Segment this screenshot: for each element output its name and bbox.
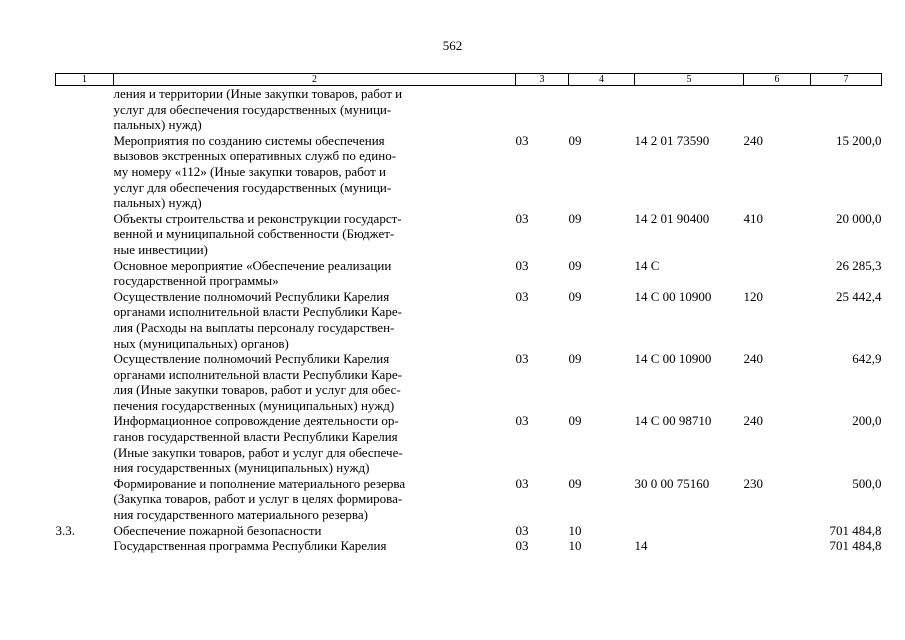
subsection-code-cell: 10: [568, 538, 582, 554]
expense-type-cell: [744, 86, 811, 133]
row-number-cell: [56, 86, 114, 133]
target-article-cell: 14 2 01 90400: [634, 210, 710, 226]
row-name-line: Государственная программа Республики Карелия: [113, 538, 387, 554]
row-number-cell: [56, 211, 114, 258]
section-code-cell: 03: [515, 132, 529, 148]
row-name-line: (Иные закупки товаров, работ и услуг для обеспече-: [113, 444, 403, 460]
expense-type-cell: 230: [743, 475, 763, 491]
amount-cell: 25 442,4: [836, 288, 882, 304]
row-name-cell: [114, 211, 516, 258]
column-header: 7: [811, 74, 882, 86]
row-name-line: Мероприятия по созданию системы обеспечения: [113, 132, 385, 148]
row-name-cell: [114, 133, 516, 211]
row-name-line: лия (Иные закупки товаров, работ и услуг для обес-: [113, 382, 401, 398]
row-name-line: (Закупка товаров, работ и услуг в целях формирова-: [113, 491, 403, 507]
section-code-cell: 03: [515, 288, 529, 304]
budget-table: [55, 73, 882, 554]
row-name-line: му номеру «112» (Иные закупки товаров, работ и: [113, 163, 386, 179]
amount-cell: 642,9: [852, 351, 882, 367]
amount-cell: [811, 86, 882, 133]
column-header: 3: [516, 74, 569, 86]
expense-type-cell: 240: [743, 351, 763, 367]
table-row: [56, 538, 882, 554]
section-code-cell: 03: [515, 475, 529, 491]
row-name-cell: [114, 258, 516, 289]
row-name-cell: [114, 351, 516, 413]
expense-type-cell: [744, 258, 811, 289]
table-row: [56, 351, 882, 413]
expense-type-cell: 240: [743, 132, 763, 148]
amount-cell: 26 285,3: [836, 257, 882, 273]
target-article-cell: 14 С 00 10900: [634, 351, 712, 367]
amount-cell: 701 484,8: [829, 538, 882, 554]
expense-type-cell: 120: [743, 288, 763, 304]
target-article-cell: 14 С 00 98710: [634, 413, 712, 429]
target-article-cell: 14 С: [634, 257, 660, 273]
section-code-cell: 03: [515, 413, 529, 429]
row-name-line: Основное мероприятие «Обеспечение реализации: [113, 257, 392, 273]
expense-type-cell: 410: [743, 210, 763, 226]
amount-cell: 15 200,0: [836, 132, 882, 148]
table-body: [56, 86, 882, 554]
table-row: [56, 289, 882, 351]
amount-cell: 500,0: [852, 475, 882, 491]
row-name-line: Осуществление полномочий Республики Карелия: [113, 288, 390, 304]
expense-type-cell: [744, 523, 811, 539]
row-name-line: органами исполнительной власти Республики Каре-: [113, 366, 402, 382]
row-name-line: пальных) нужд): [113, 195, 202, 211]
table-row: [56, 523, 882, 539]
table-row: [56, 211, 882, 258]
row-name-cell: [114, 289, 516, 351]
row-number-cell: [56, 258, 114, 289]
target-article-cell: 14 2 01 73590: [634, 132, 710, 148]
amount-cell: 701 484,8: [829, 522, 882, 538]
subsection-code-cell: 09: [568, 288, 582, 304]
section-code-cell: [516, 86, 569, 133]
column-header: 2: [114, 74, 516, 86]
row-name-line: ления и территории (Иные закупки товаров, работ и: [113, 86, 403, 101]
page-number: 562: [442, 38, 463, 53]
row-name-cell: [114, 538, 516, 554]
subsection-code-cell: 09: [568, 257, 582, 273]
row-number-cell: [56, 476, 114, 523]
row-number-cell: [56, 351, 114, 413]
expense-type-cell: [744, 538, 811, 554]
row-name-line: услуг для обеспечения государственных (муници-: [113, 179, 392, 195]
target-article-cell: [635, 86, 744, 133]
row-name-line: органами исполнительной власти Республики Каре-: [113, 304, 402, 320]
row-name-line: Осуществление полномочий Республики Карелия: [113, 351, 390, 367]
target-article-cell: 14: [634, 538, 648, 554]
row-name-line: государственной программы»: [113, 273, 279, 289]
amount-cell: 20 000,0: [836, 210, 882, 226]
row-name-cell: [114, 523, 516, 539]
row-name-line: венной и муниципальной собственности (Бюджет-: [113, 226, 395, 242]
amount-cell: 200,0: [852, 413, 882, 429]
row-name-line: ных (муниципальных) органов): [113, 335, 289, 351]
target-article-cell: [635, 523, 744, 539]
row-name-line: пальных) нужд): [113, 117, 202, 133]
section-code-cell: 03: [515, 538, 529, 554]
table-row: [56, 258, 882, 289]
column-header: 1: [56, 74, 114, 86]
subsection-code-cell: 09: [568, 413, 582, 429]
column-header: 4: [569, 74, 635, 86]
row-name-line: вызовов экстренных оперативных служб по едино-: [113, 148, 397, 164]
column-header: 6: [744, 74, 811, 86]
row-number-cell: [56, 413, 114, 475]
target-article-cell: 14 С 00 10900: [634, 288, 712, 304]
row-name-line: ные инвестиции): [113, 241, 208, 257]
row-name-cell: [114, 476, 516, 523]
row-name-line: лия (Расходы на выплаты персоналу государствен-: [113, 319, 395, 335]
row-number-cell: 3.3.: [55, 522, 75, 538]
row-name-cell: [114, 413, 516, 475]
subsection-code-cell: 09: [568, 351, 582, 367]
target-article-cell: 30 0 00 75160: [634, 475, 710, 491]
table-row: [56, 413, 882, 475]
row-name-line: ния государственных (муниципальных) нужд): [113, 460, 370, 476]
section-code-cell: 03: [515, 522, 529, 538]
subsection-code-cell: 09: [568, 132, 582, 148]
subsection-code-cell: 09: [568, 210, 582, 226]
table-row: [56, 133, 882, 211]
expense-type-cell: 240: [743, 413, 763, 429]
row-name-line: Формирование и пополнение материального резерва: [113, 475, 406, 491]
table-row: [56, 86, 882, 133]
row-name-line: печения государственных (муниципальных) нужд): [113, 397, 395, 413]
row-name-line: Объекты строительства и реконструкции государст-: [113, 210, 402, 226]
row-number-cell: [56, 538, 114, 554]
column-header: 5: [635, 74, 744, 86]
section-code-cell: 03: [515, 351, 529, 367]
row-number-cell: [56, 133, 114, 211]
row-name-line: услуг для обеспечения государственных (муници-: [113, 101, 392, 117]
row-name-line: ния государственного материального резерва): [113, 507, 368, 523]
subsection-code-cell: 10: [568, 522, 582, 538]
row-number-cell: [56, 289, 114, 351]
row-name-line: Обеспечение пожарной безопасности: [113, 522, 322, 538]
subsection-code-cell: [569, 86, 635, 133]
row-name-line: Информационное сопровождение деятельности ор-: [113, 413, 399, 429]
section-code-cell: 03: [515, 257, 529, 273]
row-name-line: ганов государственной власти Республики Карелия: [113, 429, 398, 445]
subsection-code-cell: 09: [568, 475, 582, 491]
section-code-cell: 03: [515, 210, 529, 226]
table-row: [56, 476, 882, 523]
column-number-header-row: [56, 74, 882, 86]
row-name-cell: [114, 86, 516, 133]
